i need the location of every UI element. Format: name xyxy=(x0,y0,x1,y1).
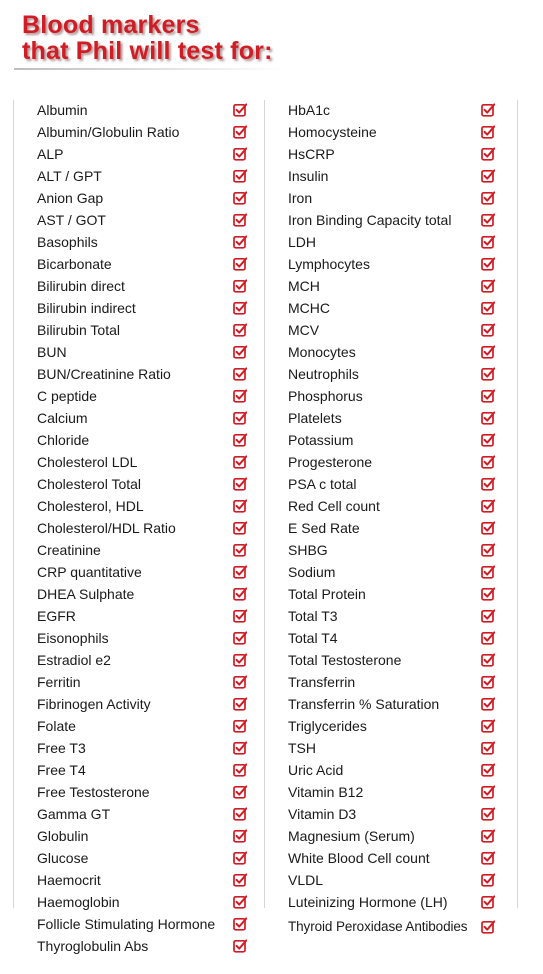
checked-checkbox-icon xyxy=(481,565,495,579)
right-marker-row xyxy=(288,165,498,187)
checked-checkbox-icon xyxy=(233,257,247,271)
left-marker-row xyxy=(37,473,252,495)
marker-label: VLDL xyxy=(288,872,324,888)
checked-checkbox-icon xyxy=(481,851,495,865)
left-marker-row xyxy=(37,165,252,187)
marker-label: Platelets xyxy=(288,410,342,426)
marker-label: Free T4 xyxy=(37,762,86,778)
marker-label: TSH xyxy=(288,740,316,756)
checked-checkbox-icon xyxy=(481,697,495,711)
checked-checkbox-icon xyxy=(233,609,247,623)
checked-checkbox-icon xyxy=(481,499,495,513)
checked-checkbox-icon xyxy=(233,521,247,535)
left-marker-row xyxy=(37,737,252,759)
checked-checkbox-icon xyxy=(233,895,247,909)
left-marker-row xyxy=(37,209,252,231)
checked-checkbox-icon xyxy=(481,920,495,934)
right-marker-row xyxy=(288,891,498,913)
right-divider xyxy=(517,100,518,908)
checked-checkbox-icon xyxy=(481,653,495,667)
checked-checkbox-icon xyxy=(233,389,247,403)
marker-label: Neutrophils xyxy=(288,366,359,382)
marker-label: Transferrin xyxy=(288,674,356,690)
checked-checkbox-icon xyxy=(233,213,247,227)
title-line-1: Blood markers xyxy=(22,11,200,39)
left-marker-row xyxy=(37,825,252,847)
marker-label: Fibrinogen Activity xyxy=(37,696,151,712)
left-marker-row xyxy=(37,517,252,539)
checked-checkbox-icon xyxy=(481,609,495,623)
checked-checkbox-icon xyxy=(481,763,495,777)
right-marker-row xyxy=(288,737,498,759)
left-marker-row xyxy=(37,913,252,935)
checked-checkbox-icon xyxy=(233,323,247,337)
marker-label: BUN/Creatinine Ratio xyxy=(37,366,171,382)
marker-label: Magnesium (Serum) xyxy=(288,828,415,844)
marker-label: Folate xyxy=(37,718,76,734)
right-marker-row xyxy=(288,803,498,825)
marker-label: Bicarbonate xyxy=(37,256,112,272)
marker-label: SHBG xyxy=(288,542,328,558)
right-marker-row xyxy=(288,341,498,363)
marker-label: EGFR xyxy=(37,608,76,624)
right-marker-row xyxy=(288,99,498,121)
checked-checkbox-icon xyxy=(233,455,247,469)
marker-label: Potassium xyxy=(288,432,354,448)
marker-label: CRP quantitative xyxy=(37,564,142,580)
checked-checkbox-icon xyxy=(481,191,495,205)
checked-checkbox-icon xyxy=(481,477,495,491)
marker-label: Creatinine xyxy=(37,542,101,558)
marker-label: Thyroglobulin Abs xyxy=(37,938,149,954)
marker-label: Albumin xyxy=(37,102,88,118)
marker-label: Basophils xyxy=(37,234,98,250)
checked-checkbox-icon xyxy=(233,917,247,931)
marker-label: PSA c total xyxy=(288,476,357,492)
marker-label: Lymphocytes xyxy=(288,256,370,272)
left-marker-row xyxy=(37,693,252,715)
marker-label: BUN xyxy=(37,344,67,360)
left-marker-row xyxy=(37,561,252,583)
right-marker-row xyxy=(288,781,498,803)
marker-label: Globulin xyxy=(37,828,89,844)
marker-label: Cholesterol LDL xyxy=(37,454,138,470)
checked-checkbox-icon xyxy=(233,939,247,953)
checked-checkbox-icon xyxy=(233,873,247,887)
marker-label: Haemocrit xyxy=(37,872,101,888)
checked-checkbox-icon xyxy=(481,389,495,403)
right-marker-row xyxy=(288,275,498,297)
marker-label: Monocytes xyxy=(288,344,356,360)
checked-checkbox-icon xyxy=(233,653,247,667)
checked-checkbox-icon xyxy=(233,829,247,843)
marker-label: Bilirubin indirect xyxy=(37,300,136,316)
right-marker-row xyxy=(288,539,498,561)
checked-checkbox-icon xyxy=(233,763,247,777)
left-marker-row xyxy=(37,143,252,165)
right-marker-row xyxy=(288,209,498,231)
left-marker-row xyxy=(37,627,252,649)
middle-divider xyxy=(264,100,265,908)
right-marker-row xyxy=(288,429,498,451)
marker-label: Ferritin xyxy=(37,674,81,690)
checked-checkbox-icon xyxy=(233,851,247,865)
marker-label: Total Testosterone xyxy=(288,652,402,668)
left-marker-row xyxy=(37,275,252,297)
marker-label: Free T3 xyxy=(37,740,86,756)
right-marker-row xyxy=(288,363,498,385)
checked-checkbox-icon xyxy=(481,631,495,645)
marker-label: Free Testosterone xyxy=(37,784,150,800)
checked-checkbox-icon xyxy=(481,367,495,381)
marker-label: MCHC xyxy=(288,300,330,316)
marker-label: Iron xyxy=(288,190,313,206)
marker-label: HbA1c xyxy=(288,102,331,118)
right-marker-row xyxy=(288,649,498,671)
checked-checkbox-icon xyxy=(233,697,247,711)
left-marker-row xyxy=(37,605,252,627)
right-marker-row xyxy=(288,407,498,429)
marker-label: Total Protein xyxy=(288,586,366,602)
checked-checkbox-icon xyxy=(233,235,247,249)
left-marker-column xyxy=(37,99,252,957)
checked-checkbox-icon xyxy=(233,741,247,755)
title-underline xyxy=(14,68,284,70)
page-title xyxy=(22,12,422,64)
marker-label: Bilirubin Total xyxy=(37,322,121,338)
checked-checkbox-icon xyxy=(233,565,247,579)
marker-label: C peptide xyxy=(37,388,97,404)
marker-label: MCV xyxy=(288,322,320,338)
marker-label: Triglycerides xyxy=(288,718,367,734)
right-marker-row xyxy=(288,385,498,407)
right-marker-row xyxy=(288,517,498,539)
marker-label: ALP xyxy=(37,146,64,162)
marker-label: HsCRP xyxy=(288,146,335,162)
checked-checkbox-icon xyxy=(233,719,247,733)
checked-checkbox-icon xyxy=(481,675,495,689)
marker-label: Red Cell count xyxy=(288,498,380,514)
right-marker-row xyxy=(288,187,498,209)
left-marker-row xyxy=(37,429,252,451)
marker-label: Cholesterol Total xyxy=(37,476,142,492)
marker-label: Vitamin B12 xyxy=(288,784,364,800)
right-marker-row xyxy=(288,916,498,938)
right-marker-row xyxy=(288,847,498,869)
marker-label: Glucose xyxy=(37,850,89,866)
left-marker-row xyxy=(37,407,252,429)
checked-checkbox-icon xyxy=(481,147,495,161)
checked-checkbox-icon xyxy=(481,169,495,183)
marker-label: Gamma GT xyxy=(37,806,111,822)
checked-checkbox-icon xyxy=(233,169,247,183)
checked-checkbox-icon xyxy=(481,543,495,557)
marker-label: AST / GOT xyxy=(37,212,106,228)
left-marker-row xyxy=(37,935,252,957)
right-marker-row xyxy=(288,715,498,737)
checked-checkbox-icon xyxy=(233,587,247,601)
marker-label: E Sed Rate xyxy=(288,520,360,536)
checked-checkbox-icon xyxy=(233,147,247,161)
marker-label: Thyroid Peroxidase Antibodies xyxy=(288,919,468,934)
right-marker-row xyxy=(288,121,498,143)
marker-label: Haemoglobin xyxy=(37,894,120,910)
left-marker-row xyxy=(37,297,252,319)
right-marker-row xyxy=(288,143,498,165)
checked-checkbox-icon xyxy=(233,499,247,513)
title-line-2: that Phil will test for: xyxy=(22,37,273,65)
marker-label: Vitamin D3 xyxy=(288,806,357,822)
marker-label: Eisonophils xyxy=(37,630,109,646)
checked-checkbox-icon xyxy=(481,279,495,293)
marker-label: Calcium xyxy=(37,410,88,426)
left-marker-row xyxy=(37,649,252,671)
checked-checkbox-icon xyxy=(233,367,247,381)
marker-label: Cholesterol, HDL xyxy=(37,498,144,514)
left-marker-row xyxy=(37,99,252,121)
marker-label: Phosphorus xyxy=(288,388,363,404)
checked-checkbox-icon xyxy=(233,345,247,359)
marker-label: Total T4 xyxy=(288,630,338,646)
marker-label: Chloride xyxy=(37,432,90,448)
right-marker-row xyxy=(288,693,498,715)
marker-label: Follicle Stimulating Hormone xyxy=(37,916,216,932)
right-marker-row xyxy=(288,561,498,583)
left-marker-row xyxy=(37,319,252,341)
left-marker-row xyxy=(37,363,252,385)
marker-label: Iron Binding Capacity total xyxy=(288,212,452,228)
left-marker-row xyxy=(37,231,252,253)
left-marker-row xyxy=(37,847,252,869)
left-marker-row xyxy=(37,121,252,143)
left-marker-row xyxy=(37,341,252,363)
checked-checkbox-icon xyxy=(233,785,247,799)
checked-checkbox-icon xyxy=(481,345,495,359)
checked-checkbox-icon xyxy=(233,103,247,117)
checked-checkbox-icon xyxy=(481,785,495,799)
checked-checkbox-icon xyxy=(233,411,247,425)
marker-label: Total T3 xyxy=(288,608,338,624)
marker-label: DHEA Sulphate xyxy=(37,586,135,602)
checked-checkbox-icon xyxy=(233,301,247,315)
right-marker-row xyxy=(288,671,498,693)
left-marker-row xyxy=(37,803,252,825)
right-marker-row xyxy=(288,231,498,253)
marker-label: MCH xyxy=(288,278,320,294)
right-marker-row xyxy=(288,253,498,275)
marker-label: Transferrin % Saturation xyxy=(288,696,440,712)
marker-label: Albumin/Globulin Ratio xyxy=(37,124,180,140)
right-marker-row xyxy=(288,319,498,341)
right-marker-row xyxy=(288,297,498,319)
left-marker-row xyxy=(37,385,252,407)
checked-checkbox-icon xyxy=(481,125,495,139)
left-divider xyxy=(13,100,14,908)
marker-label: Estradiol e2 xyxy=(37,652,111,668)
right-marker-row xyxy=(288,495,498,517)
checked-checkbox-icon xyxy=(481,103,495,117)
marker-label: Insulin xyxy=(288,168,329,184)
marker-label: Uric Acid xyxy=(288,762,344,778)
checked-checkbox-icon xyxy=(481,301,495,315)
right-marker-row xyxy=(288,583,498,605)
checked-checkbox-icon xyxy=(481,895,495,909)
right-marker-row xyxy=(288,869,498,891)
checked-checkbox-icon xyxy=(233,675,247,689)
right-marker-row xyxy=(288,473,498,495)
left-marker-row xyxy=(37,715,252,737)
checked-checkbox-icon xyxy=(233,807,247,821)
checked-checkbox-icon xyxy=(233,631,247,645)
checked-checkbox-icon xyxy=(481,719,495,733)
left-marker-row xyxy=(37,253,252,275)
left-marker-row xyxy=(37,451,252,473)
marker-label: Homocysteine xyxy=(288,124,377,140)
checked-checkbox-icon xyxy=(481,807,495,821)
checked-checkbox-icon xyxy=(481,521,495,535)
checked-checkbox-icon xyxy=(481,433,495,447)
checked-checkbox-icon xyxy=(233,125,247,139)
checked-checkbox-icon xyxy=(233,543,247,557)
checked-checkbox-icon xyxy=(481,587,495,601)
marker-label: Anion Gap xyxy=(37,190,104,206)
left-marker-row xyxy=(37,869,252,891)
left-marker-row xyxy=(37,495,252,517)
left-marker-row xyxy=(37,781,252,803)
right-marker-row xyxy=(288,759,498,781)
marker-label: ALT / GPT xyxy=(37,168,102,184)
checked-checkbox-icon xyxy=(481,455,495,469)
checked-checkbox-icon xyxy=(481,873,495,887)
checked-checkbox-icon xyxy=(233,477,247,491)
left-marker-row xyxy=(37,583,252,605)
checked-checkbox-icon xyxy=(233,433,247,447)
marker-label: White Blood Cell count xyxy=(288,850,430,866)
left-marker-row xyxy=(37,891,252,913)
right-marker-row xyxy=(288,451,498,473)
checked-checkbox-icon xyxy=(481,829,495,843)
left-marker-row xyxy=(37,759,252,781)
right-marker-column xyxy=(288,99,498,935)
right-marker-row xyxy=(288,605,498,627)
checked-checkbox-icon xyxy=(481,411,495,425)
marker-label: Progesterone xyxy=(288,454,373,470)
checked-checkbox-icon xyxy=(481,213,495,227)
marker-label: Sodium xyxy=(288,564,336,580)
right-marker-row xyxy=(288,825,498,847)
marker-label: Luteinizing Hormone (LH) xyxy=(288,894,448,910)
checked-checkbox-icon xyxy=(233,279,247,293)
marker-label: Cholesterol/HDL Ratio xyxy=(37,520,176,536)
left-marker-row xyxy=(37,187,252,209)
marker-label: LDH xyxy=(288,234,317,250)
left-marker-row xyxy=(37,671,252,693)
checked-checkbox-icon xyxy=(481,741,495,755)
marker-label: Bilirubin direct xyxy=(37,278,125,294)
left-marker-row xyxy=(37,539,252,561)
checked-checkbox-icon xyxy=(233,191,247,205)
checked-checkbox-icon xyxy=(481,257,495,271)
checked-checkbox-icon xyxy=(481,235,495,249)
right-marker-row xyxy=(288,627,498,649)
checked-checkbox-icon xyxy=(481,323,495,337)
